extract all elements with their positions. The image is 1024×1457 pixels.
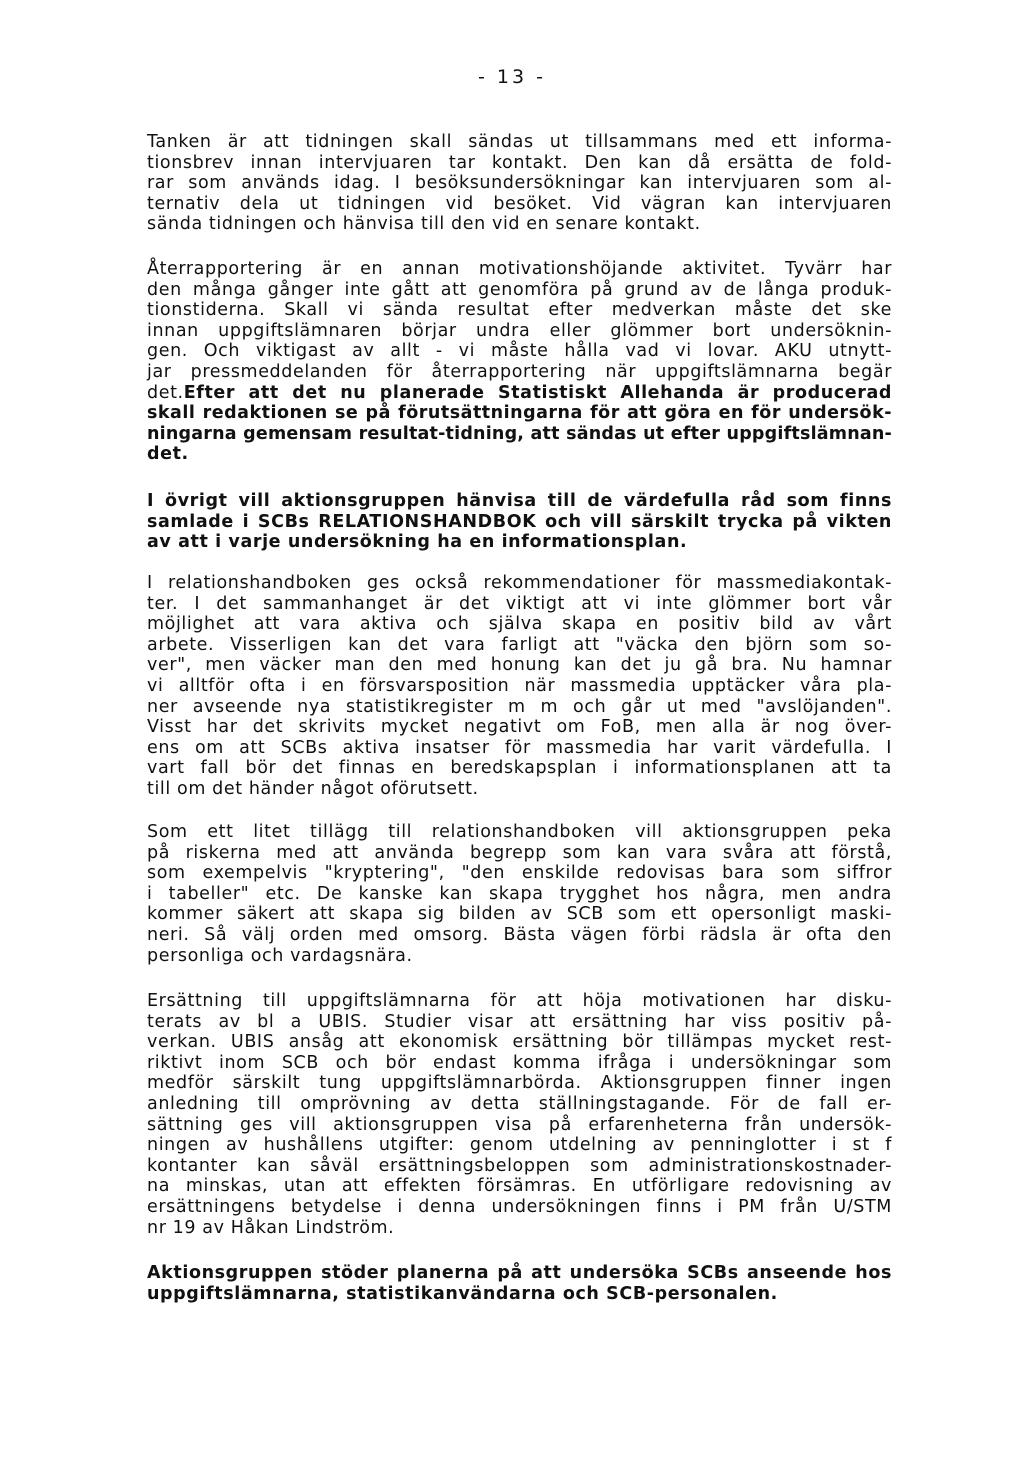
bold-text-fragment: Efter att det nu planerade Statistiskt Allehanda är producerad: [183, 382, 892, 403]
text-line: tionsbrev innan intervjuaren tar kontakt. Den kan då ersätta de fold-: [147, 152, 892, 173]
text-line: medför särskilt tung uppgiftslämnarbörda. Aktionsgruppen finner ingen: [147, 1073, 892, 1094]
text-line: na minskas, utan att effekten försämras. En utförligare redovisning av: [147, 1176, 892, 1197]
bold-text-line: skall redaktionen se på förutsättningarna för att göra en för undersök-: [147, 403, 892, 424]
text-line: Som ett litet tillägg till relationshandboken vill aktionsgruppen peka: [147, 822, 892, 842]
text-line: I relationshandboken ges också rekommendationer för massmediakontak-: [147, 573, 892, 593]
text-line: Tanken är att tidningen skall sändas ut tillsammans med ett informa-: [147, 132, 892, 152]
text-line: vart fall bör det finnas en beredskapsplan i informationsplanen att ta: [147, 758, 892, 779]
paragraph-tidningen: [147, 132, 892, 235]
page-number: - 13 -: [478, 66, 546, 88]
text-line: innan uppgiftslämnaren börjar undra eller glömmer bort undersöknin-: [147, 320, 892, 341]
text-line: tionstiderna. Skall vi sända resultat efter medverkan måste det ske: [147, 300, 892, 321]
text-fragment: det.: [147, 382, 184, 403]
bold-text-line: av att i varje undersökning ha en informationsplan.: [147, 532, 688, 553]
text-line: Visst har det skrivits mycket negativt om FoB, men alla är nog över-: [147, 717, 892, 738]
text-line: rar som används idag. I besöksundersökningar kan intervjuaren som al-: [147, 173, 892, 194]
text-line: som exempelvis "kryptering", "den enskilde redovisas bara som siffror: [147, 863, 892, 884]
bold-text-line: uppgiftslämnarna, statistikanvändarna och SCB-personalen.: [147, 1283, 778, 1304]
text-line: sättning ges vill aktionsgruppen visa på erfarenheterna från undersök-: [147, 1114, 892, 1135]
paragraph-begrepp: [147, 822, 892, 966]
text-line: till om det händer något oförutsett.: [147, 778, 479, 799]
text-line: personliga och vardagsnära.: [147, 945, 413, 966]
text-line: Ersättning till uppgiftslämnarna för att höja motivationen har disku-: [147, 991, 892, 1011]
text-line: anledning till omprövning av detta ställningstagande. För de fall er-: [147, 1093, 892, 1114]
text-line-mixed: [147, 383, 892, 404]
text-line: ter. I det sammanhanget är det viktigt att vi inte glömmer bort vår: [147, 593, 892, 614]
bold-text-line: samlade i SCBs RELATIONSHANDBOK och vill särskilt trycka på vikten: [147, 511, 892, 532]
text-line: nr 19 av Håkan Lindström.: [147, 1217, 395, 1238]
text-line: kommer säkert att skapa sig bilden av SCB som ett opersonligt maski-: [147, 904, 892, 925]
text-line: på riskerna med att använda begrepp som kan vara svåra att förstå,: [147, 842, 892, 863]
text-line: sända tidningen och hänvisa till den vid en senare kontakt.: [147, 214, 701, 235]
text-line: vi alltför ofta i en försvarsposition när massmedia upptäcker våra pla-: [147, 675, 892, 696]
paragraph-ersattning: [147, 991, 892, 1238]
text-line: den många gånger inte gått att genomföra på grund av de långa produk-: [147, 279, 892, 300]
text-line: möjlighet att vara aktiva och själva skapa en positiv bild av vårt: [147, 614, 892, 635]
text-line: arbete. Visserligen kan det vara farligt att "väcka den björn som so-: [147, 634, 892, 655]
text-line: i tabeller" etc. De kanske kan skapa trygghet hos några, men andra: [147, 883, 892, 904]
paragraph-aterrapportering: [147, 259, 892, 465]
text-line: riktivt inom SCB och bör endast komma ifråga i undersökningar som: [147, 1052, 892, 1073]
bold-text-line: det.: [147, 444, 189, 465]
paragraph-relationshandbok: [147, 491, 892, 553]
text-line: ningen av hushållens utgifter: genom utdelning av penninglotter i st f: [147, 1135, 892, 1156]
text-line: Återrapportering är en annan motivationshöjande aktivitet. Tyvärr har: [147, 259, 892, 279]
bold-text-line: I övrigt vill aktionsgruppen hänvisa till de värdefulla råd som finns: [147, 491, 892, 511]
bold-text-line: Aktionsgruppen stöder planerna på att undersöka SCBs anseende hos: [147, 1263, 892, 1283]
text-line: ersättningens betydelse i denna undersökningen finns i PM från U/STM: [147, 1196, 892, 1217]
text-line: ens om att SCBs aktiva insatser för massmedia har varit värdefulla. I: [147, 737, 892, 758]
text-line: ner avseende nya statistikregister m m och går ut med "avslöjanden".: [147, 696, 892, 717]
text-line: neri. Så välj orden med omsorg. Bästa vägen förbi rädsla är ofta den: [147, 924, 892, 945]
bold-text-line: ningarna gemensam resultat-tidning, att sändas ut efter uppgiftslämnan-: [147, 423, 892, 444]
paragraph-anseende: [147, 1263, 892, 1304]
text-line: ver", men väcker man den med honung kan det ju gå bra. Nu hamnar: [147, 655, 892, 676]
text-line: jar pressmeddelanden för återrapportering när uppgiftslämnarna begär: [147, 361, 892, 382]
text-line: gen. Och viktigast av allt - vi måste hålla vad vi lovar. AKU utnytt-: [147, 341, 892, 362]
text-line: kontanter kan såväl ersättningsbeloppen som administrationskostnader-: [147, 1155, 892, 1176]
paragraph-massmedia: [147, 573, 892, 800]
text-line: ternativ dela ut tidningen vid besöket. Vid vägran kan intervjuaren: [147, 193, 892, 214]
text-line: terats av bl a UBIS. Studier visar att ersättning har viss positiv på-: [147, 1011, 892, 1032]
text-line: verkan. UBIS ansåg att ekonomisk ersättning bör tillämpas mycket rest-: [147, 1032, 892, 1053]
